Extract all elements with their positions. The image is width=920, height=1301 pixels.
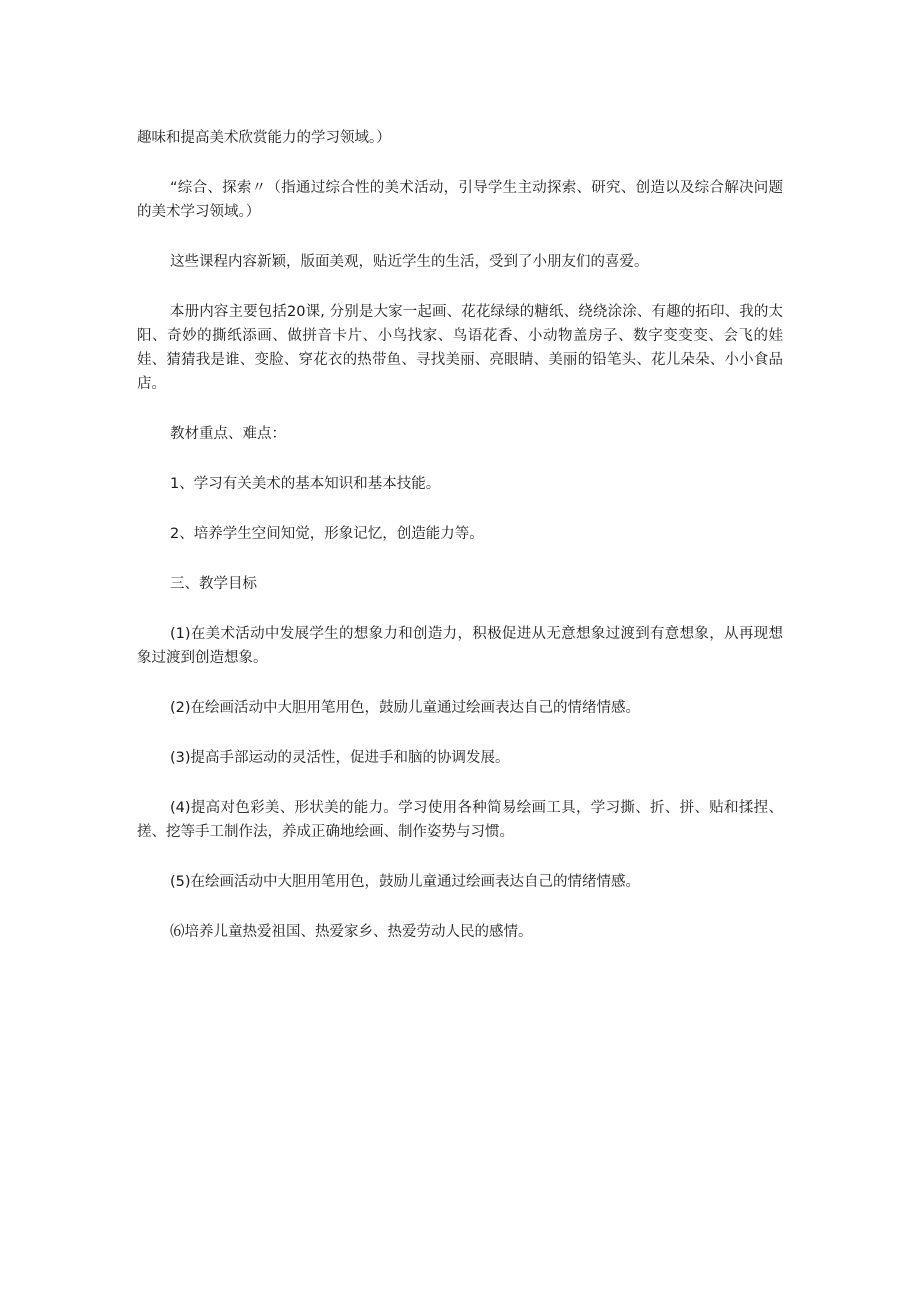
paragraph-1: 趣味和提高美术欣赏能力的学习领域。） [137,130,391,146]
paragraph-2: “综合、探索〃（指通过综合性的美术活动，引导学生主动探索、研究、创造以及综合解决问题的美术学习领域。） [137,180,783,220]
paragraph-6: 1、学习有关美术的基本知识和基本技能。 [170,476,441,492]
paragraph-7: 2、培养学生空间知觉，形象记忆，创造能力等。 [170,526,484,542]
goal-5: (5)在绘画活动中大胆用笔用色，鼓励儿童通过绘画表达自己的情绪情感。 [170,874,641,890]
goal-6: ⑹培养儿童热爱祖国、热爱家乡、热爱劳动人民的感情。 [170,924,533,940]
paragraph-4: 本册内容主要包括20课, 分别是大家一起画、花花绿绿的糖纸、绕绕涂涂、有趣的拓印、我的太阳、奇妙的撕纸添画、做拼音卡片、小鸟找家、鸟语花香、小动物盖房子、数字变变变、会飞的娃娃、猜猜我是谁、变脸、穿花衣的热带鱼、寻找美丽、亮眼睛、美丽的铅笔头、花儿朵朵、小小食品店。 [137,304,783,392]
goal-3: (3)提高手部运动的灵活性，促进手和脑的协调发展。 [170,750,510,766]
paragraph-3: 这些课程内容新颖，版面美观，贴近学生的生活，受到了小朋友们的喜爱。 [170,254,649,270]
goal-4: (4)提高对色彩美、形状美的能力。学习使用各种简易绘画工具，学习撕、折、拼、贴和揉捏、搓、挖等手工制作法，养成正确地绘画、制作姿势与习惯。 [137,800,783,840]
paragraph-5: 教材重点、难点： [170,426,286,442]
document-body [137,126,783,970]
goal-1: (1)在美术活动中发展学生的想象力和创造力，积极促进从无意想象过渡到有意想象，从再现想象过渡到创造想象。 [137,626,783,666]
section-heading: 三、教学目标 [170,576,257,592]
goal-2: (2)在绘画活动中大胆用笔用色，鼓励儿童通过绘画表达自己的情绪情感。 [170,700,641,716]
